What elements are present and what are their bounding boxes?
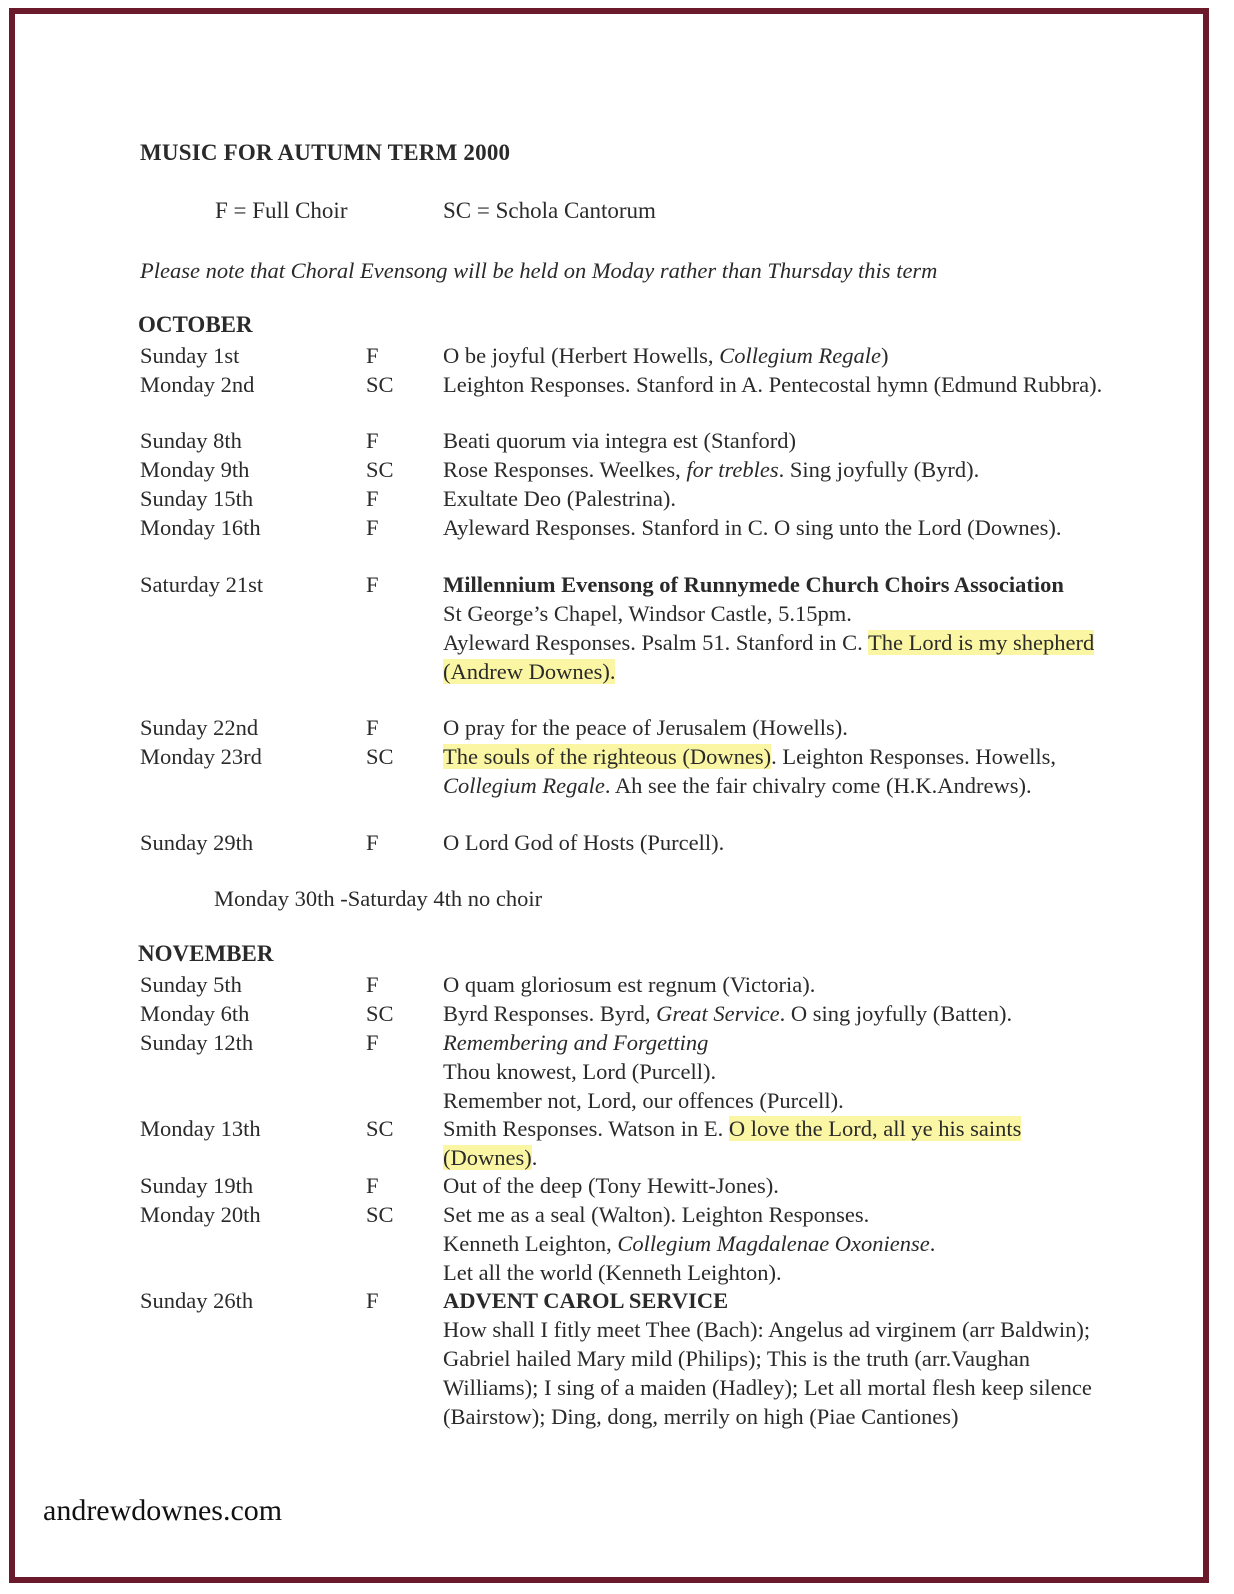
row-music: O Lord God of Hosts (Purcell).	[443, 830, 725, 855]
legend-schola-cantorum: SC = Schola Cantorum	[443, 198, 656, 223]
row-day: Sunday 29th	[140, 830, 254, 855]
row-day: Sunday 19th	[140, 1173, 254, 1198]
row-music: Remembering and Forgetting Thou knowest, Lord (Purcell). Remember not, Lord, our offences (Purcell).	[443, 1028, 1103, 1115]
row-music: The souls of the righteous (Downes). Leighton Responses. Howells, Collegium Regale. Ah see the fair chivalry come (H.K.Andrews).	[443, 744, 1057, 798]
schedule-row	[0, 484, 1234, 513]
row-choir: SC	[366, 1202, 394, 1227]
schedule-row	[0, 426, 1234, 455]
row-choir: SC	[366, 1001, 394, 1026]
row-music: O be joyful (Herbert Howells, Collegium Regale)	[443, 343, 889, 368]
row-choir: F	[366, 1030, 379, 1055]
schedule-row	[0, 742, 1234, 828]
row-music: Set me as a seal (Walton). Leighton Responses. Kenneth Leighton, Collegium Magdalenae Oxoniense. Let all the world (Kenneth Leighton).	[443, 1202, 936, 1285]
row-day: Saturday 21st	[140, 572, 264, 597]
month-heading-november: NOVEMBER	[138, 941, 274, 966]
row-choir: F	[366, 715, 379, 740]
month-heading-october: OCTOBER	[138, 312, 253, 337]
schedule-row	[0, 1114, 1234, 1171]
highlighted-text: The Lord is my shepherd (Andrew Downes).	[443, 630, 1095, 684]
row-day: Sunday 22nd	[140, 715, 259, 740]
schedule-row	[0, 828, 1234, 857]
service-theme: Remembering and Forgetting	[443, 1030, 709, 1055]
no-choir-note: Monday 30th -Saturday 4th no choir	[214, 886, 543, 911]
row-choir: SC	[366, 372, 394, 397]
october-schedule	[0, 341, 1234, 857]
schedule-row	[0, 513, 1234, 570]
row-music	[443, 1286, 1103, 1431]
schedule-row	[0, 1171, 1234, 1200]
row-choir: F	[366, 572, 379, 597]
carol-list: How shall I fitly meet Thee (Bach): Angelus ad virginem (arr Baldwin); Gabriel hailed Mary mild (Philips); This is the truth (arr.Vaughan Williams); I sing of a maiden (Hadley); Let all mortal flesh keep silence (Bairstow); Ding, dong, merrily on high (Piae Cantiones)	[443, 1317, 1092, 1429]
row-day: Monday 9th	[140, 457, 250, 482]
page-title: MUSIC FOR AUTUMN TERM 2000	[140, 140, 511, 165]
row-choir: SC	[366, 1116, 394, 1141]
row-music: Exultate Deo (Palestrina).	[443, 486, 677, 511]
schedule-row	[0, 999, 1234, 1028]
row-day: Sunday 8th	[140, 428, 242, 453]
row-choir: F	[366, 428, 379, 453]
schedule-row	[0, 1028, 1234, 1114]
row-music: Beati quorum via integra est (Stanford)	[443, 428, 797, 453]
row-day: Monday 23rd	[140, 744, 262, 769]
row-music: O quam gloriosum est regnum (Victoria).	[443, 972, 816, 997]
schedule-row	[0, 1286, 1234, 1458]
row-choir: F	[366, 1288, 379, 1313]
row-music: O pray for the peace of Jerusalem (Howells).	[443, 715, 848, 740]
schedule-row	[0, 455, 1234, 484]
row-day: Sunday 26th	[140, 1288, 254, 1313]
row-choir: F	[366, 1173, 379, 1198]
row-day: Sunday 12th	[140, 1030, 254, 1055]
row-day: Monday 16th	[140, 515, 261, 540]
schedule-row	[0, 970, 1234, 999]
row-choir: F	[366, 830, 379, 855]
event-music: Ayleward Responses. Psalm 51. Stanford in C. The Lord is my shepherd (Andrew Downes).	[443, 630, 1095, 684]
row-music: Out of the deep (Tony Hewitt-Jones).	[443, 1173, 779, 1198]
row-choir: F	[366, 972, 379, 997]
schedule-row	[0, 570, 1234, 713]
event-title: ADVENT CAROL SERVICE	[443, 1288, 729, 1313]
row-day: Monday 20th	[140, 1202, 261, 1227]
row-day: Monday 2nd	[140, 372, 255, 397]
schedule-row	[0, 1200, 1234, 1286]
row-choir: F	[366, 486, 379, 511]
highlighted-text: O love the Lord, all ye his saints (Downes)	[443, 1116, 1022, 1170]
row-music: Rose Responses. Weelkes, for trebles. Sing joyfully (Byrd).	[443, 457, 980, 482]
row-choir: SC	[366, 744, 394, 769]
website-footer: andrewdownes.com	[43, 1494, 283, 1527]
row-day: Sunday 5th	[140, 972, 242, 997]
row-choir: F	[366, 343, 379, 368]
schedule-row	[0, 341, 1234, 370]
row-music	[443, 570, 1103, 686]
november-schedule	[0, 970, 1234, 1458]
row-day: Monday 13th	[140, 1116, 261, 1141]
row-day: Sunday 1st	[140, 343, 240, 368]
legend-full-choir: F = Full Choir	[215, 198, 348, 223]
schedule-row	[0, 713, 1234, 742]
row-music: Smith Responses. Watson in E. O love the Lord, all ye his saints (Downes).	[443, 1116, 1022, 1170]
row-choir: SC	[366, 457, 394, 482]
highlighted-text: The souls of the righteous (Downes)	[443, 744, 772, 769]
event-venue: St George’s Chapel, Windsor Castle, 5.15pm.	[443, 601, 852, 626]
row-music: Ayleward Responses. Stanford in C. O sing unto the Lord (Downes).	[443, 515, 1062, 540]
schedule-row	[0, 370, 1234, 426]
row-day: Sunday 15th	[140, 486, 254, 511]
row-choir: F	[366, 515, 379, 540]
row-music: Leighton Responses. Stanford in A. Pentecostal hymn (Edmund Rubbra).	[443, 372, 1103, 397]
row-day: Monday 6th	[140, 1001, 250, 1026]
row-music: Byrd Responses. Byrd, Great Service. O sing joyfully (Batten).	[443, 1001, 1013, 1026]
event-title: Millennium Evensong of Runnymede Church Choirs Association	[443, 572, 1064, 597]
evensong-note: Please note that Choral Evensong will be held on Moday rather than Thursday this term	[140, 258, 938, 283]
